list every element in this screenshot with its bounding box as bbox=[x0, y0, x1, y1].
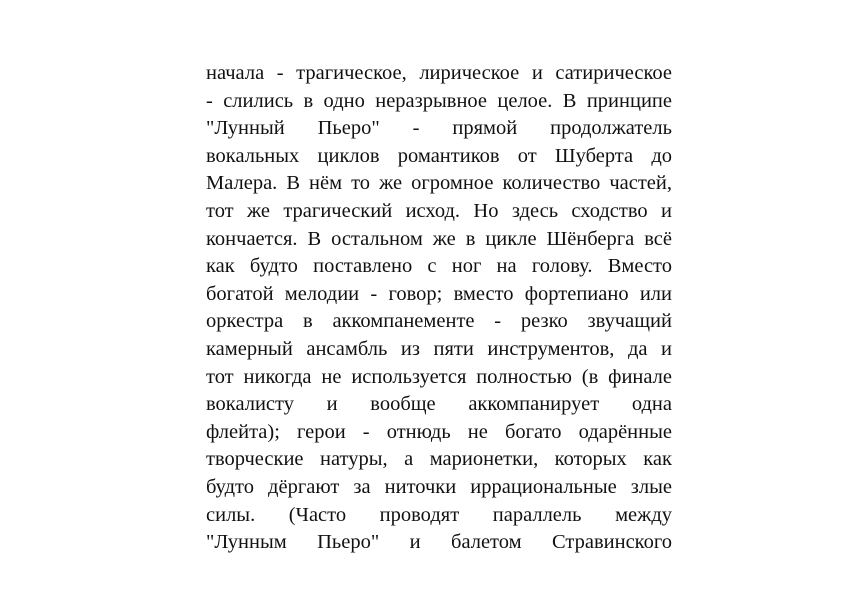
text-line-8: как будто поставлено с ног на голову. Вместо bbox=[206, 255, 672, 278]
text-line-17: силы. (Часто проводят параллель между bbox=[206, 503, 672, 526]
text-line-6: тот же трагический исход. Но здесь сходство и bbox=[206, 199, 672, 222]
text-line-18: "Лунным Пьеро" и балетом Стравинского bbox=[206, 531, 672, 554]
text-line-1: начала - трагическое, лирическое и сатирическое bbox=[206, 62, 672, 84]
body-text bbox=[206, 60, 672, 557]
text-line-16: будто дёргают за ниточки иррациональные злые bbox=[206, 475, 672, 498]
text-line-14: флейта); герои - отнюдь не богато одарённые bbox=[206, 420, 672, 443]
text-line-5: Малера. В нём то же огромное количество частей, bbox=[206, 172, 672, 195]
text-line-4: вокальных циклов романтиков от Шуберта до bbox=[206, 144, 672, 167]
text-line-11: камерный ансамбль из пяти инструментов, да и bbox=[206, 337, 672, 360]
text-line-15: творческие натуры, а марионетки, которых как bbox=[206, 448, 672, 471]
text-line-7: кончается. В остальном же в цикле Шёнберга всё bbox=[206, 227, 672, 250]
text-line-2: - слились в одно неразрывное целое. В принципе bbox=[206, 89, 672, 112]
text-line-9: богатой мелодии - говор; вместо фортепиано или bbox=[206, 282, 672, 305]
text-line-10: оркестра в аккомпанементе - резко звучащий bbox=[206, 310, 672, 333]
text-line-3: "Лунный Пьеро" - прямой продолжатель bbox=[206, 117, 672, 140]
text-line-12: тот никогда не используется полностью (в финале bbox=[206, 365, 672, 388]
text-line-13: вокалисту и вообще аккомпанирует одна bbox=[206, 393, 672, 416]
